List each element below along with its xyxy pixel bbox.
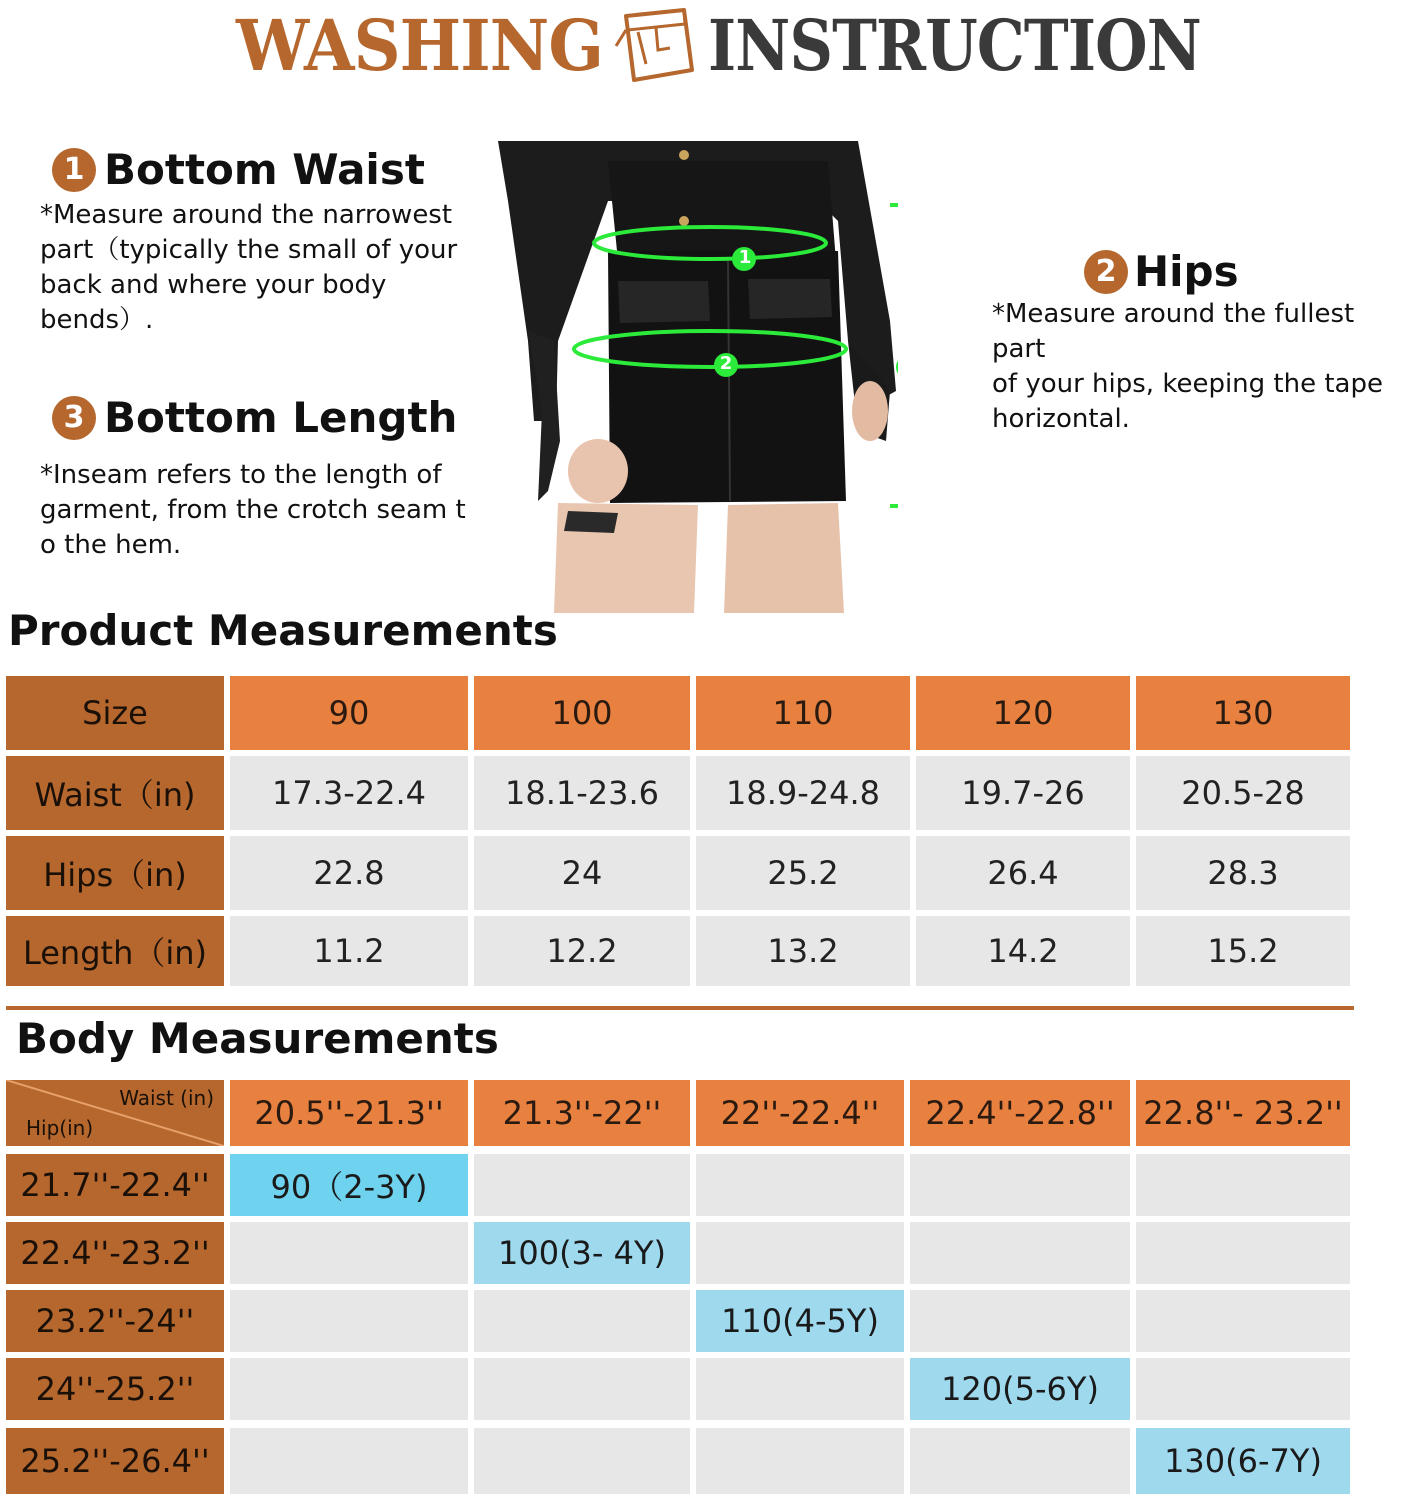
body-size-cell-110: 110(4-5Y): [696, 1290, 904, 1352]
corner-hip-label: Hip(in): [26, 1116, 94, 1140]
product-cell: 18.9-24.8: [696, 756, 910, 830]
body-cell: [1136, 1154, 1350, 1216]
product-header-110: 110: [696, 676, 910, 750]
tape-marker-3-label: 3: [900, 355, 914, 376]
product-header-90: 90: [230, 676, 468, 750]
product-cell: 22.8: [230, 836, 468, 910]
body-cell: [910, 1222, 1130, 1284]
product-cell: 14.2: [916, 916, 1130, 986]
product-cell: 25.2: [696, 836, 910, 910]
body-cell: [230, 1428, 468, 1494]
model-photo: [498, 141, 898, 613]
length-description: *Inseam refers to the length of garment, from the crotch seam t o the hem.: [40, 460, 466, 560]
corner-waist-label: Waist (in): [119, 1086, 214, 1110]
hips-description: *Measure around the fullest part of your hips, keeping the tape horizontal.: [992, 299, 1383, 434]
body-cell: [230, 1290, 468, 1352]
product-cell: 26.4: [916, 836, 1130, 910]
body-cell: [230, 1222, 468, 1284]
body-row-label-hip: 25.2''-26.4'': [6, 1428, 224, 1494]
number-badge-3: 3: [52, 396, 96, 440]
body-cell: [230, 1358, 468, 1420]
waist-title: Bottom Waist: [104, 145, 425, 194]
product-header-130: 130: [1136, 676, 1350, 750]
body-header-waist: 22''-22.4'': [696, 1080, 904, 1146]
hips-heading: [1084, 244, 1239, 296]
product-cell: 24: [474, 836, 690, 910]
product-cell: 13.2: [696, 916, 910, 986]
hips-title: Hips: [1134, 247, 1239, 296]
body-size-cell-120: 120(5-6Y): [910, 1358, 1130, 1420]
product-row-label-waist: Waist（in): [6, 756, 224, 830]
page-header: [0, 0, 1414, 96]
body-row-label-hip: 22.4''-23.2'': [6, 1222, 224, 1284]
product-cell: 19.7-26: [916, 756, 1130, 830]
body-cell: [474, 1428, 690, 1494]
body-cell: [696, 1154, 904, 1216]
length-heading: [52, 390, 457, 442]
product-row-label-hips: Hips（in): [6, 836, 224, 910]
product-cell: 18.1-23.6: [474, 756, 690, 830]
body-cell: [696, 1222, 904, 1284]
product-cell: 17.3-22.4: [230, 756, 468, 830]
body-cell: [1136, 1222, 1350, 1284]
body-cell: [910, 1428, 1130, 1494]
length-title: Bottom Length: [104, 393, 458, 442]
body-cell: [696, 1428, 904, 1494]
body-row-label-hip: 24''-25.2'': [6, 1358, 224, 1420]
product-row-label-length: Length（in): [6, 916, 224, 986]
tape-marker-2-label: 2: [719, 353, 733, 374]
product-measurements-title: Product Measurements: [8, 606, 558, 655]
product-cell: 15.2: [1136, 916, 1350, 986]
product-cell: 20.5-28: [1136, 756, 1350, 830]
product-cell: 12.2: [474, 916, 690, 986]
waist-description: *Measure around the narrowest part（typically the small of your back and where your body bends）.: [40, 200, 458, 335]
product-header-120: 120: [916, 676, 1130, 750]
product-header-size: Size: [6, 676, 224, 750]
body-cell: [1136, 1358, 1350, 1420]
body-cell: [474, 1154, 690, 1216]
body-cell: [474, 1358, 690, 1420]
product-header-100: 100: [474, 676, 690, 750]
body-header-waist: 22.8''- 23.2'': [1136, 1080, 1350, 1146]
body-header-waist: 20.5''-21.3'': [230, 1080, 468, 1146]
section-divider: [6, 1006, 1354, 1010]
body-size-cell-130: 130(6-7Y): [1136, 1428, 1350, 1494]
skirt-icon: [612, 6, 698, 86]
product-cell: 28.3: [1136, 836, 1350, 910]
title-washing: WASHING: [236, 4, 604, 87]
body-cell: [696, 1358, 904, 1420]
body-size-cell-100: 100(3- 4Y): [474, 1222, 690, 1284]
product-cell: 11.2: [230, 916, 468, 986]
body-cell: [474, 1290, 690, 1352]
body-cell: [910, 1154, 1130, 1216]
body-header-waist: 21.3''-22'': [474, 1080, 690, 1146]
body-measurements-title: Body Measurements: [16, 1014, 499, 1063]
body-row-label-hip: 21.7''-22.4'': [6, 1154, 224, 1216]
body-corner-cell: [6, 1080, 224, 1146]
waist-heading: [52, 142, 425, 194]
number-badge-1: 1: [52, 148, 96, 192]
tape-marker-1-label: 1: [738, 247, 752, 268]
body-row-label-hip: 23.2''-24'': [6, 1290, 224, 1352]
body-size-cell-90: 90（2-3Y): [230, 1154, 468, 1216]
body-cell: [1136, 1290, 1350, 1352]
body-header-waist: 22.4''-22.8'': [910, 1080, 1130, 1146]
body-cell: [910, 1290, 1130, 1352]
title-instruction: INSTRUCTION: [708, 4, 1201, 87]
number-badge-2: 2: [1084, 250, 1128, 294]
